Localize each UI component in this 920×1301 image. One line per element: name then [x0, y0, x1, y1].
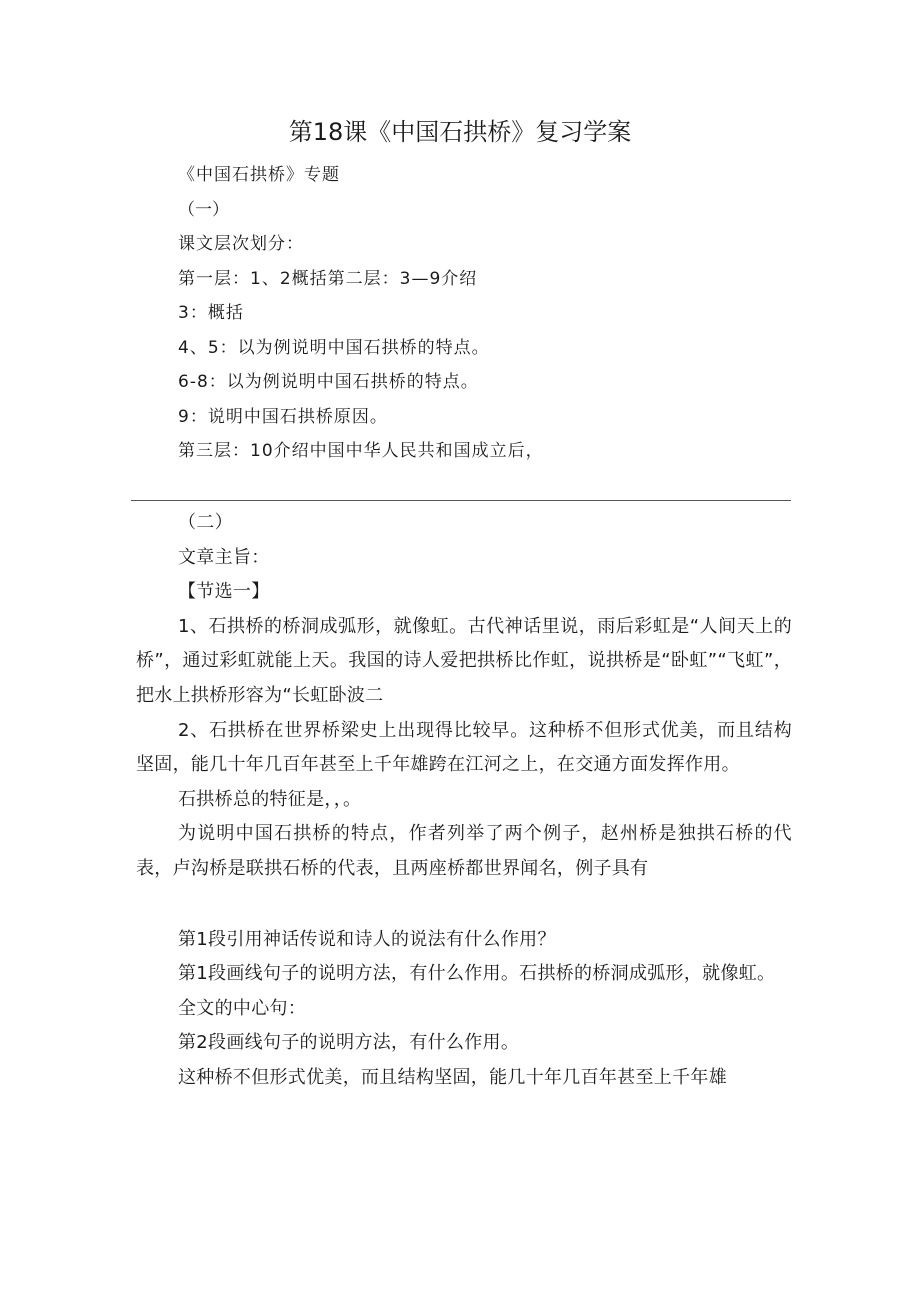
theme-prompt: 文章主旨：: [178, 546, 270, 568]
outline-line: 第三层：10介绍中国中华人民共和国成立后，: [178, 441, 544, 461]
page-title: 第18课《中国石拱桥》复习学案: [288, 118, 632, 146]
question-line: 这种桥不但形式优美，而且结构坚固，能几十年几百年甚至上千年雄: [178, 1066, 727, 1088]
excerpt-label: 【节选一】: [178, 581, 270, 603]
excerpt-paragraph: 2、石拱桥在世界桥梁史上出现得比较早。这种桥不但形式优美，而且结构坚固，能几十年几百年甚至上千年雄跨在江河之上，在交通方面发挥作用。: [136, 719, 792, 776]
section-one-label: （一）: [178, 199, 229, 220]
outline-line: 3：概括: [178, 303, 244, 323]
question-line: 第1段画线句子的说明方法，有什么作用。石拱桥的桥洞成弧形，就像虹。: [178, 963, 776, 985]
excerpt-paragraph: 为说明中国石拱桥的特点，作者列举了两个例子，赵州桥是独拱石桥的代表，卢沟桥是联拱石桥的代表，且两座桥都世界闻名，例子具有: [136, 823, 792, 879]
outline-line: 课文层次划分：: [178, 234, 304, 254]
question-line: 第2段画线句子的说明方法，有什么作用。: [178, 1032, 520, 1054]
section-one: [178, 158, 798, 469]
section-two: [136, 506, 792, 1096]
section-divider: [131, 500, 791, 501]
outline-line: 9：说明中国石拱桥原因。: [178, 406, 388, 427]
excerpt-paragraph: 石拱桥总的特征是，，。: [178, 788, 362, 810]
blank-gap: [136, 887, 792, 923]
outline-line: 4、5：以为例说明中国石拱桥的特点。: [178, 337, 490, 358]
topic-subtitle: 《中国石拱桥》专题: [178, 165, 340, 185]
question-line: 第1段引用神话传说和诗人的说法有什么作用？: [178, 928, 556, 950]
question-line: 全文的中心句：: [178, 997, 307, 1019]
outline-line: 第一层：1、2概括第二层：3—9介绍: [178, 268, 478, 289]
excerpt-paragraph: 1、石拱桥的桥洞成弧形，就像虹。古代神话里说，雨后彩虹是“人间天上的桥”，通过彩虹就能上天。我国的诗人爱把拱桥比作虹，说拱桥是“卧虹”“飞虹”，把水上拱桥形容为“长虹卧波二: [136, 615, 792, 706]
section-two-label: （二）: [178, 512, 233, 533]
outline-line: 6-8：以为例说明中国石拱桥的特点。: [178, 372, 479, 392]
